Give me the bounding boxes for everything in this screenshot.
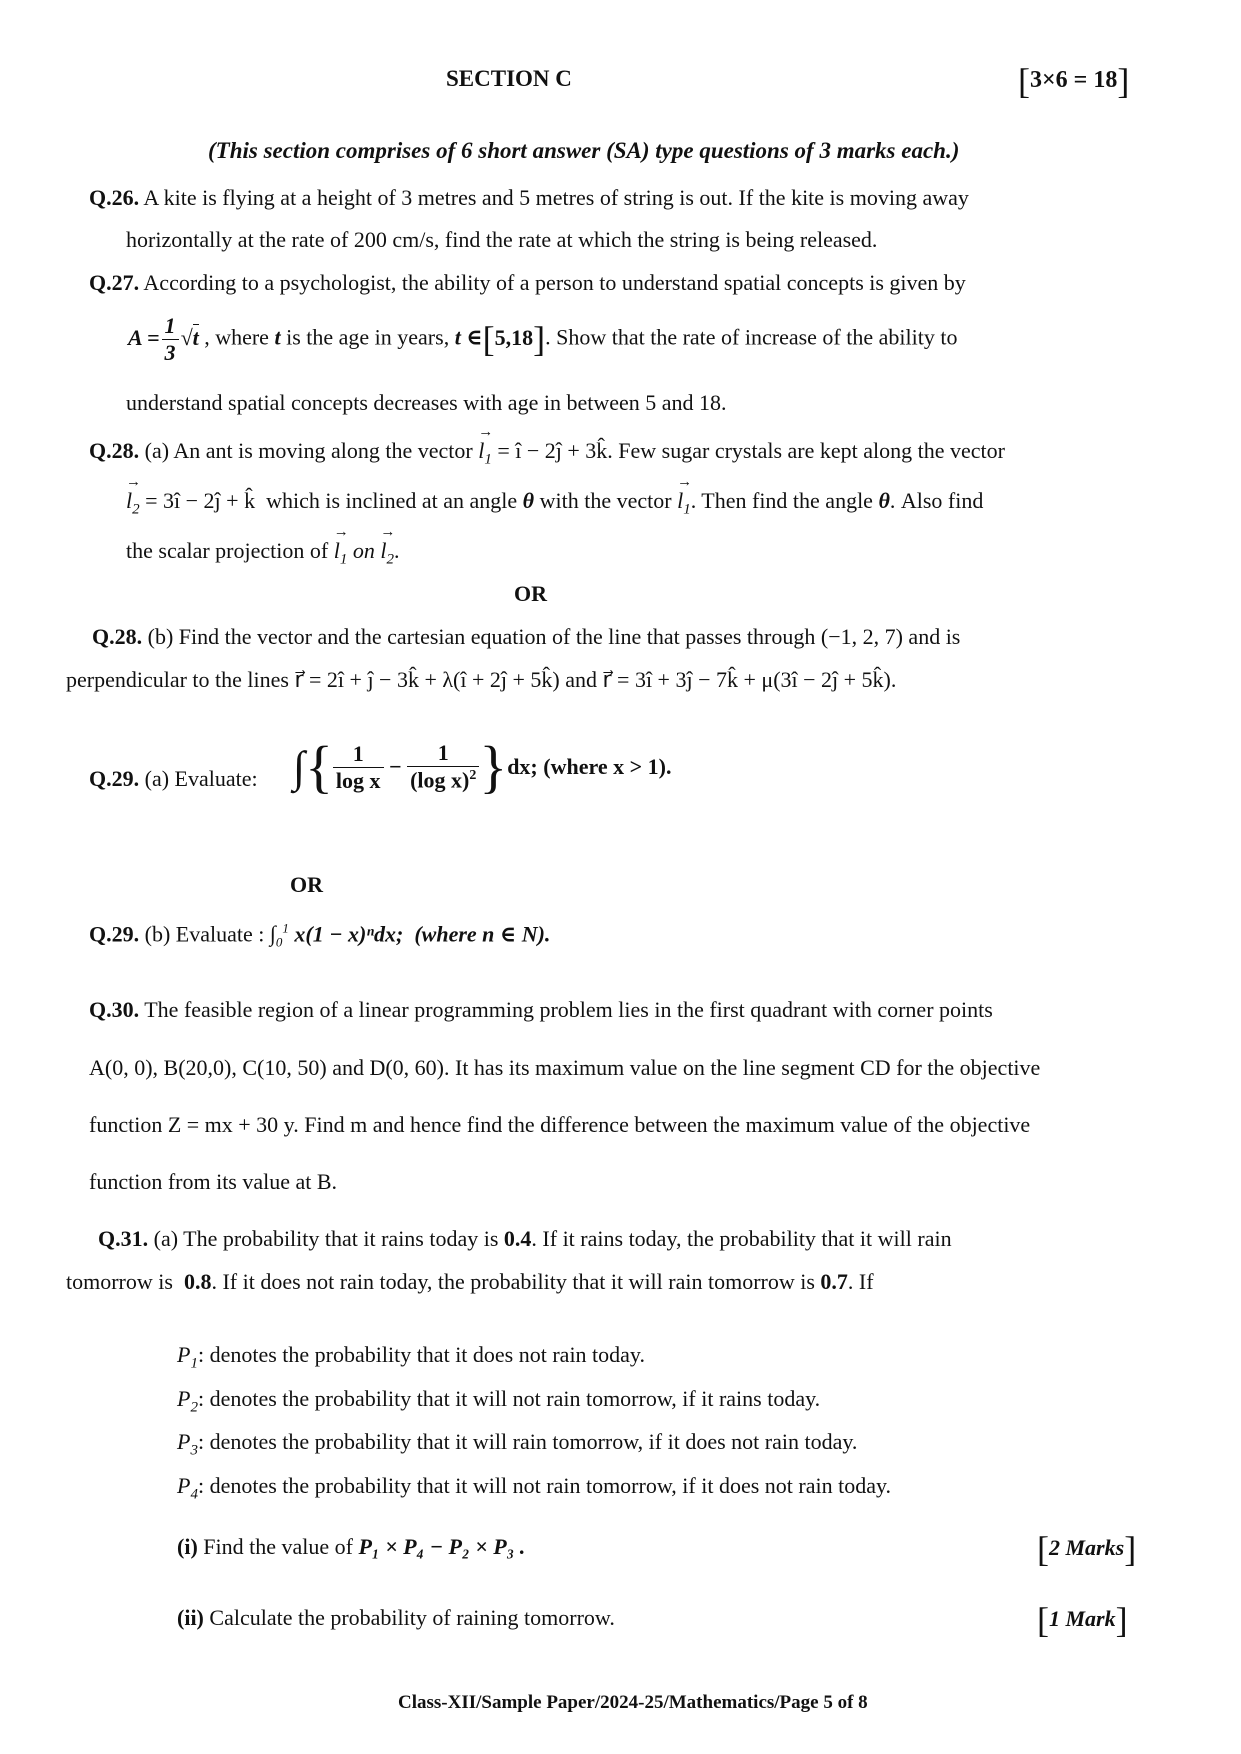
q27-rest: . Show that the rate of increase of the ability to	[545, 324, 958, 350]
q31-i-label: (i)	[177, 1534, 198, 1559]
q31-i-marks-text: 2 Marks	[1049, 1535, 1125, 1560]
q28a-l2-expr: = 3î − 2ĵ + k̂	[145, 488, 256, 513]
q28a-inclined: which is inclined at an angle	[266, 488, 518, 513]
q27-t: t	[274, 324, 281, 350]
q31-value-3: 0.7	[820, 1269, 848, 1294]
q31-p2: $P_2$: denotes the probability that it will not rain tomorrow, if it rains today.	[177, 1386, 821, 1416]
q29b-integral-sign: $\int_0^1$	[269, 921, 289, 950]
q28a-line1	[89, 440, 1005, 467]
q31-p3-text: denotes the probability that it will rain tomorrow, if it does not rain today.	[209, 1429, 858, 1454]
q31-text-1a: (a) The probability that it rains today is	[153, 1226, 499, 1251]
section-marks-value: 3×6 = 18	[1030, 67, 1118, 93]
q31-i-text: Find the value of	[203, 1534, 353, 1559]
vec-l1: → $l_1$	[478, 440, 492, 467]
vec-l1-c: → $l_1$	[334, 540, 348, 567]
q30-line3: function Z = mx + 30 y. Find m and hence find the difference between the maximum value of the objective	[89, 1112, 1031, 1137]
q26-line2: horizontally at the rate of 200 cm/s, find the rate at which the string is being released.	[126, 227, 878, 252]
q31-p1: $P_1$: denotes the probability that it does not rain today.	[177, 1342, 646, 1372]
q31-ii-label: (ii)	[177, 1605, 204, 1630]
vec-l1-b: → $l_1$	[677, 490, 691, 517]
q31-text-1b: . If it rains today, the probability that it will rain	[531, 1226, 952, 1251]
q27-formula-line: A = $\frac{1}{3}$ √t , where t is the age in years, t ∈[5,18]. Show that the rate of increase of the ability to	[128, 313, 958, 365]
q30-line1	[89, 999, 993, 1021]
q31-i-marks: [2 Marks]	[1037, 1529, 1137, 1569]
q27-formula: A = $\frac{1}{3}$ √t	[128, 313, 199, 365]
q31-line1	[98, 1228, 952, 1250]
q27-in: t ∈	[454, 324, 483, 350]
q27-text-1: According to a psychologist, the ability of a person to understand spatial concepts is given by	[143, 270, 966, 295]
q28a-on: on	[352, 538, 375, 563]
q28a-with-vector: with the vector	[539, 488, 672, 513]
q28a-scalar: the scalar projection of	[126, 538, 329, 563]
q28a-l1-expr: = î − 2ĵ + 3k̂. Few sugar crystals are kept along the vector	[497, 438, 1005, 463]
q29a-num-2: 1	[437, 740, 449, 766]
vec-l2-c: → $l_2$	[380, 540, 394, 567]
q31-ii-marks: [1 Mark]	[1037, 1600, 1128, 1640]
q30-text-1: The feasible region of a linear programming problem lies in the first quadrant with corner points	[144, 997, 993, 1022]
q31-ii-text: Calculate the probability of raining tomorrow.	[209, 1605, 615, 1630]
section-note: (This section comprises of 6 short answer (SA) type questions of 3 marks each.)	[208, 138, 960, 163]
q29a-part: (a) Evaluate:	[144, 766, 258, 791]
q29b-expr: x(1 − x)ⁿdx;	[294, 921, 404, 947]
q30-line2: A(0, 0), B(20,0), C(10, 50) and D(0, 60). It has its maximum value on the line segment CD for the objective	[89, 1055, 1041, 1080]
q29a-den-1: log x	[333, 767, 384, 792]
q28a-theta-1: θ	[522, 488, 535, 513]
q29b-label: Q.29.	[89, 921, 140, 947]
q31-value-2: 0.8	[183, 1269, 212, 1294]
q26-line1	[89, 187, 1167, 209]
q30-label: Q.30.	[89, 997, 140, 1022]
q31-p4: $P_4$: denotes the probability that it will not rain tomorrow, if it does not rain today.	[177, 1473, 892, 1503]
q29b-part: (b) Evaluate :	[144, 921, 265, 947]
or-2: OR	[290, 872, 323, 897]
q28b-line1	[92, 626, 960, 648]
q28a-also: . Also find	[889, 488, 984, 513]
q31-ii-marks-text: 1 Mark	[1049, 1606, 1116, 1631]
q27-label: Q.27.	[89, 270, 140, 295]
q31-part-ii	[177, 1607, 615, 1629]
q31-p1-text: denotes the probability that it does not rain today.	[209, 1342, 646, 1367]
q31-p4-text: denotes the probability that it will not rain tomorrow, if it does not rain today.	[209, 1473, 892, 1498]
q31-p2-text: denotes the probability that it will not rain tomorrow, if it rains today.	[209, 1386, 821, 1411]
q28a-part: (a) An ant is moving along the vector	[144, 438, 473, 463]
q31-line2	[66, 1271, 874, 1293]
q30-line4: function from its value at B.	[89, 1169, 338, 1194]
q28b-text-1: (b) Find the vector and the cartesian equation of the line that passes through (−1, 2, 7) and is	[147, 624, 961, 649]
q28b-line2: perpendicular to the lines r⃗ = 2î + ĵ − 3k̂ + λ(î + 2ĵ + 5k̂) and r⃗ = 3î + 3ĵ − 7k̂ + μ(3î − 2ĵ + 5k̂).	[66, 667, 897, 692]
q28a-line3: the scalar projection of → $l_1$ on → $l_2$.	[126, 540, 399, 567]
q27-line1	[89, 272, 966, 294]
q29a-label: Q.29.	[89, 766, 140, 791]
q27-interval: 5,18	[494, 324, 534, 350]
q31-label: Q.31.	[98, 1226, 149, 1251]
q28a-line2	[126, 490, 983, 517]
q28a-then: . Then find the angle	[690, 488, 873, 513]
q31-p3: $P_3$: denotes the probability that it will rain tomorrow, if it does not rain today.	[177, 1429, 858, 1459]
q31-part-i	[177, 1536, 525, 1558]
or-1: OR	[514, 581, 547, 606]
q29a-den-2: (log x)	[410, 767, 470, 793]
q29a-integral: ∫{ $\frac{1}{\text{log x}}$ − $\frac{1}{(\log x)^2}$ }dx; (where x > 1).	[293, 734, 672, 799]
q29b-cond: (where n ∈ N).	[414, 921, 551, 947]
q28a-label: Q.28.	[89, 438, 140, 463]
q26-text-1: A kite is flying at a height of 3 metres and 5 metres of string is out. If the kite is moving away	[143, 185, 969, 210]
q31-i-expr: P₁ × P₄ − P₂ × P₃ .	[358, 1534, 526, 1559]
q28a-theta-2: θ	[878, 488, 890, 513]
q31-text-2b: . If it does not rain today, the probability that it will rain tomorrow is	[211, 1269, 815, 1294]
page-footer: Class-XII/Sample Paper/2024-25/Mathematics/Page 5 of 8	[398, 1692, 868, 1713]
q27-line3: understand spatial concepts decreases with age in between 5 and 18.	[126, 390, 727, 415]
q29a-tail: dx; (where x > 1).	[507, 754, 672, 779]
q27-is-age: is the age in years,	[286, 324, 450, 350]
section-title: SECTION C	[446, 66, 572, 91]
vec-l2: → $l_2$	[126, 490, 140, 517]
q29a-num-1: 1	[352, 740, 364, 766]
section-marks: [3×6 = 18]	[1018, 61, 1130, 101]
q26-label: Q.26.	[89, 185, 140, 210]
q31-value-1: 0.4	[503, 1226, 532, 1251]
q29b-line	[89, 922, 550, 949]
q28b-label: Q.28.	[92, 624, 143, 649]
q31-text-2c: . If	[847, 1269, 874, 1294]
q31-text-2a: tomorrow is	[66, 1269, 173, 1294]
q27-where: , where	[204, 324, 269, 350]
